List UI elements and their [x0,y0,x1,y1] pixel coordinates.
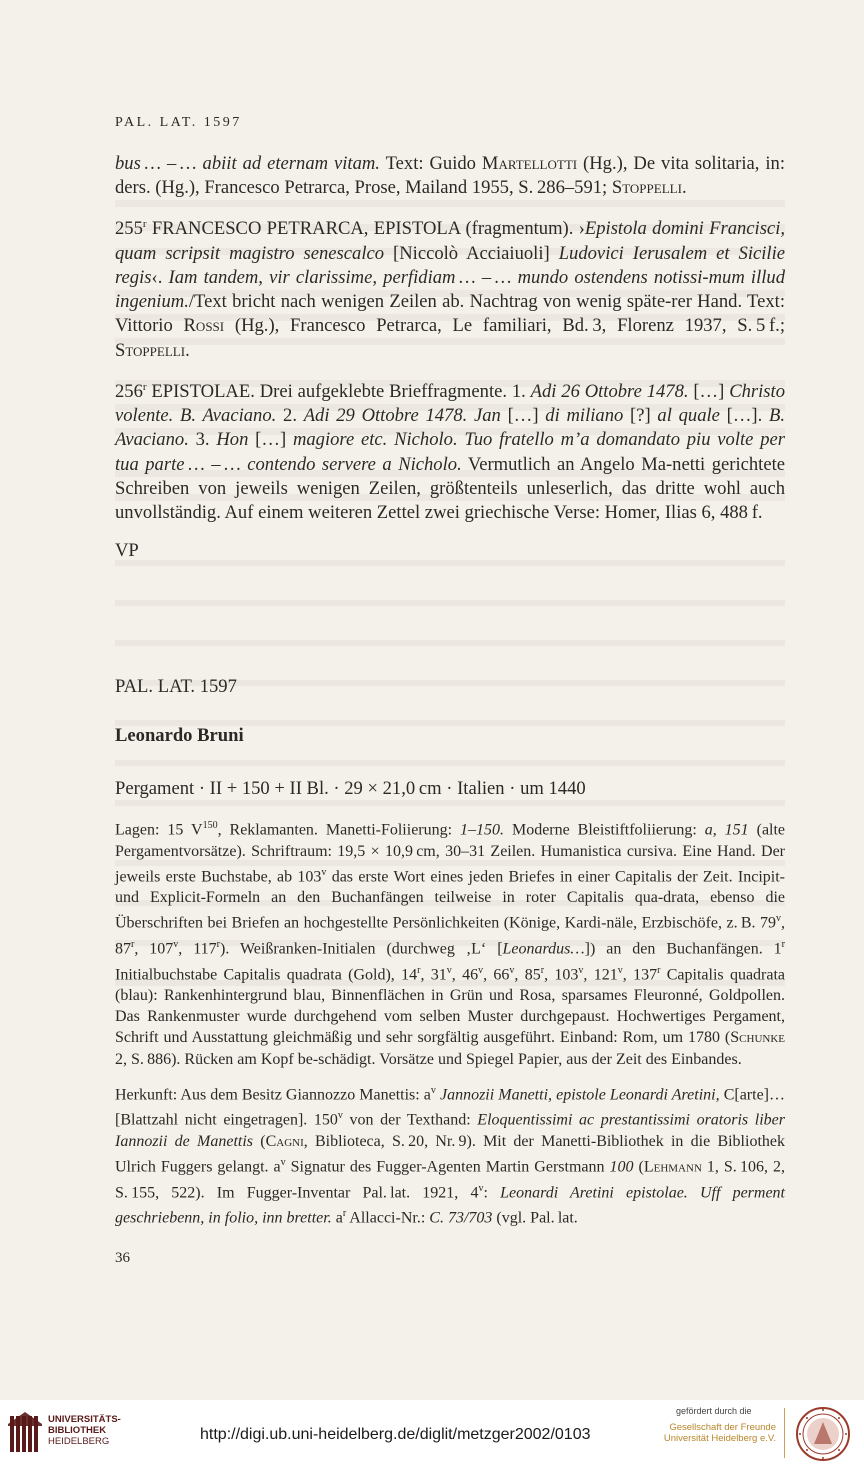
text-run: Lagen: 15 V [115,821,203,839]
superscript: v [321,866,327,878]
entry-continuation [115,152,785,200]
text-run: das erste Wort eines jeden Briefes in einer Capitalis der Zeit. Incipit- und Explicit-Formeln an den Buchanfängen teilweise in roter Capitalis qua-drata, ebenso die Überschriften bei Briefen an hochgestellte Persönlichkeiten (Könige, Kardi-näle, Erzbischöfe, z. B. 79 [115,868,785,932]
superscript: v [617,964,623,976]
incipit-fragment: bus … – … abiit ad eternam vitam. [115,153,380,174]
superscript: v [509,964,515,976]
superscript: r [657,964,661,976]
text-run: (alte Pergamentvorsätze). Schriftraum: 19,5 × 10,9 cm, 30–31 Zeilen. Humanistica cursiva. Eine Hand. Der jeweils erste Buchstabe, ab 103 [115,821,786,886]
text-run: […] [248,429,293,451]
text-run: , 117 [178,940,217,958]
text-run: , 121 [583,965,618,983]
sponsor-line: Gesellschaft der Freunde [669,1422,776,1433]
text-run: a [331,1209,343,1227]
text-run: , Reklamanten. Manetti-Foliierung: [217,821,461,839]
text-run: Allacci-Nr.: [346,1209,430,1227]
folio-side: r [142,218,147,231]
text-run: , 66 [483,965,510,983]
shelfmark-heading: PAL. LAT. 1597 [115,676,237,697]
superscript: v [280,1157,286,1169]
author-heading: Leonardo Bruni [115,725,244,746]
author-name: Stoppelli [115,339,186,361]
text-run: […]. [719,405,769,427]
text-run: Moderne Bleistiftfoliierung: [504,821,705,839]
superscript: r [131,939,135,950]
folio-number: 256 [115,381,143,402]
italic-run: Jannozii Manetti, epistole Leonardi Aretini, [439,1086,720,1104]
university-seal-icon [794,1406,852,1462]
italic-run: Eloquentissimi ac prestantissimi oratoris liber Iannozii de Manettis [115,1111,785,1150]
sponsor-line: Universität Heidelberg e.V. [663,1433,776,1444]
superscript: r [417,964,421,976]
physical-description: Pergament · II + 150 + II Bl. · 29 × 21,0 cm · Italien · um 1440 [115,778,586,799]
superscript: r [342,1208,347,1220]
text-run: Initialbuchstabe Capitalis quadrata (Gold), 14 [115,965,418,983]
text-run: Text: Guido [379,153,482,174]
university-library-logo-icon [8,1412,42,1456]
quoted-text: Christo volente. B. Avaciano. [115,381,785,427]
superscript: v [578,964,584,976]
text-run: EPISTOLAE. Drei aufgeklebte Brieffragmente. 1. [146,381,531,402]
text-run: : [483,1184,501,1201]
quoted-title: Ludovici Ierusalem et Sicilie regis [115,242,786,288]
italic-run: 151 [724,821,749,839]
superscript: v [478,1182,484,1194]
herkunft-paragraph [115,1080,785,1229]
quoted-text: Adi 29 Ottobre 1478. Jan [303,405,501,427]
quoted-text: di miliano [545,405,624,427]
text-run: ( [253,1132,266,1150]
text-run: (Hg.), De vita solitaria, in: ders. (Hg.), Francesco Petrarca, Prose, Mailand 1955, S. 286–591; [115,153,785,199]
text-run: 2, S. 886). Rücken am Kopf be-schädigt. Vorsätze und Spiegel Papier, aus der Zeit des Einbandes. [115,1050,742,1068]
text-run: , 85 [514,965,541,983]
text-run: […] [500,405,546,427]
text-run: (Hg.), Francesco Petrarca, Le familiari, Bd. 3, Florenz 1937, S. 5 f.; [224,315,785,337]
superscript: v [430,1084,436,1096]
text-run: 3. [188,429,217,451]
author-name: Martellotti [481,153,578,174]
superscript: v [446,964,452,976]
ub-line: HEIDELBERG [48,1436,110,1447]
superscript: v [337,1110,343,1122]
digital-library-link[interactable]: http://digi.ub.uni-heidelberg.de/diglit/metzger2002/0103 [200,1426,591,1443]
superscript: v [478,964,484,976]
sponsor-caption: gefördert durch die [676,1406,752,1416]
lagen-paragraph [115,815,785,1070]
text-run: ‹. [151,267,169,288]
author-name: Rossi [183,315,225,337]
text-run: 1, S. 106, 2, S. 155, 522). Im Fugger-Inventar Pal. lat. 1921, 4 [115,1158,786,1201]
italic-run: a [704,821,713,839]
text-run: , 107 [134,940,174,958]
university-library-name [48,1414,121,1447]
author-name: Lehmann [643,1158,702,1176]
sponsor-name [658,1422,776,1444]
italic-run: 100 [609,1158,634,1176]
folio-number: 255 [115,218,143,240]
text-run: ). Weißranken-Initialen (durchweg ‚L‘ [ [220,940,503,958]
superscript: r [540,964,545,976]
italic-run: Leonardi Aretini epistolae. Uff perment geschriebenn, in folio, inn bretter. [115,1184,785,1227]
text-run: , 87 [115,914,785,958]
text-run: von der Texthand: [342,1111,478,1129]
text-run: FRANCESCO PETRARCA, EPISTOLA (fragmentum). › [146,218,585,240]
text-run: Vermutlich an Angelo Ma-netti gerichtete Schreiben von jeweils wenigen Zeilen, größtenteils unleserlich, das dritte wohl auch unvollständig. Auf einem weiteren Zettel zwei griechische Verse: Homer, Ilias 6, 488 f. [115,453,785,524]
text-run: , 137 [622,965,658,983]
text-run: ]) an den Buchanfängen. 1 [584,940,782,958]
text-run: (vgl. Pal. lat. [492,1209,578,1227]
italic-run: 1–150. [460,821,505,839]
footer-bar [0,1400,864,1466]
entry-256r [115,375,785,525]
quoted-text: Hon [216,429,249,451]
text-run: , 103 [544,965,579,983]
italic-run: C. 73/703 [429,1209,493,1227]
author-name: Cagni [265,1132,304,1150]
text-run: [Niccolò Acciaiuoli] [384,242,559,264]
superscript: 150 [202,820,218,831]
text-run: Signatur des Fugger-Agenten Martin Gerstmann [285,1158,610,1176]
text-run: Herkunft: Aus dem Besitz Giannozzo Manettis: a [115,1086,431,1104]
text-run: , Biblioteca, S. 20, Nr. 9). Mit der Manetti-Bibliothek in die Bibliothek Ulrich Fuggers gelangt. a [115,1132,785,1176]
superscript: v [776,913,781,925]
page-number: 36 [115,1250,130,1266]
text-block-lower [115,815,785,1229]
text-run: , [712,821,725,839]
quoted-text: al quale [657,405,720,427]
author-name: Stoppelli [611,177,682,199]
text-run: ( [633,1158,644,1176]
superscript: r [216,939,220,950]
incipit-fragment: Iam tandem, vir clarissime, perfidiam … – … mundo ostendens notissi-mum illud ingenium. [115,267,785,313]
text-run: C[arte]… [Blattzahl nicht eingetragen]. 150 [115,1086,785,1129]
text-block-upper [115,152,785,563]
quoted-text: magiore etc. Nicholo. Tuo fratello m’a domandato piu volte per tua parte … – … contendo servere a Nicholo. [115,429,786,475]
entry-255r [115,212,785,362]
divider [784,1408,785,1458]
text-run: 2. [276,405,304,427]
text-run: . [681,177,687,199]
quoted-text: B. Avaciano. [115,405,785,451]
superscript: v [173,939,179,950]
initials-signature: VP [115,540,139,562]
folio-side: r [142,380,147,393]
text-run: [?] [623,405,658,427]
text-run: . [185,339,190,361]
quoted-text: Adi 26 Ottobre 1478. [530,381,689,402]
text-run: […] [688,381,730,402]
author-name: Schunke [730,1029,785,1047]
text-run: , 46 [451,965,479,983]
italic-run: Leonardus… [502,940,585,958]
ub-line: UNIVERSITÄTS- [48,1414,121,1425]
superscript: r [781,939,786,950]
text-run: Capitalis quadrata (blau): Rankenhintergrund blau, Binnenflächen in Grün und Rosa, sparsames Fleuronné, Goldpollen. Das Rankenmuster wurde durchgehend vom selben Muster durchgepaust. Hochwertiges Pergament, Schrift und Ausstattung gleichmäßig und sehr sorgfältig ausgeführt. Einband: Rom, um 1780 ( [115,965,786,1047]
ub-line: BIBLIOTHEK [48,1425,107,1436]
text-run: , 31 [420,965,447,983]
quoted-title: Epistola domini Francisci, quam scripsit magistro senescalco [115,218,786,264]
text-run: /Text bricht nach wenigen Zeilen ab. Nachtrag von wenig späte-rer Hand. Text: Vittorio [115,291,785,337]
running-header: PAL. LAT. 1597 [115,115,242,130]
